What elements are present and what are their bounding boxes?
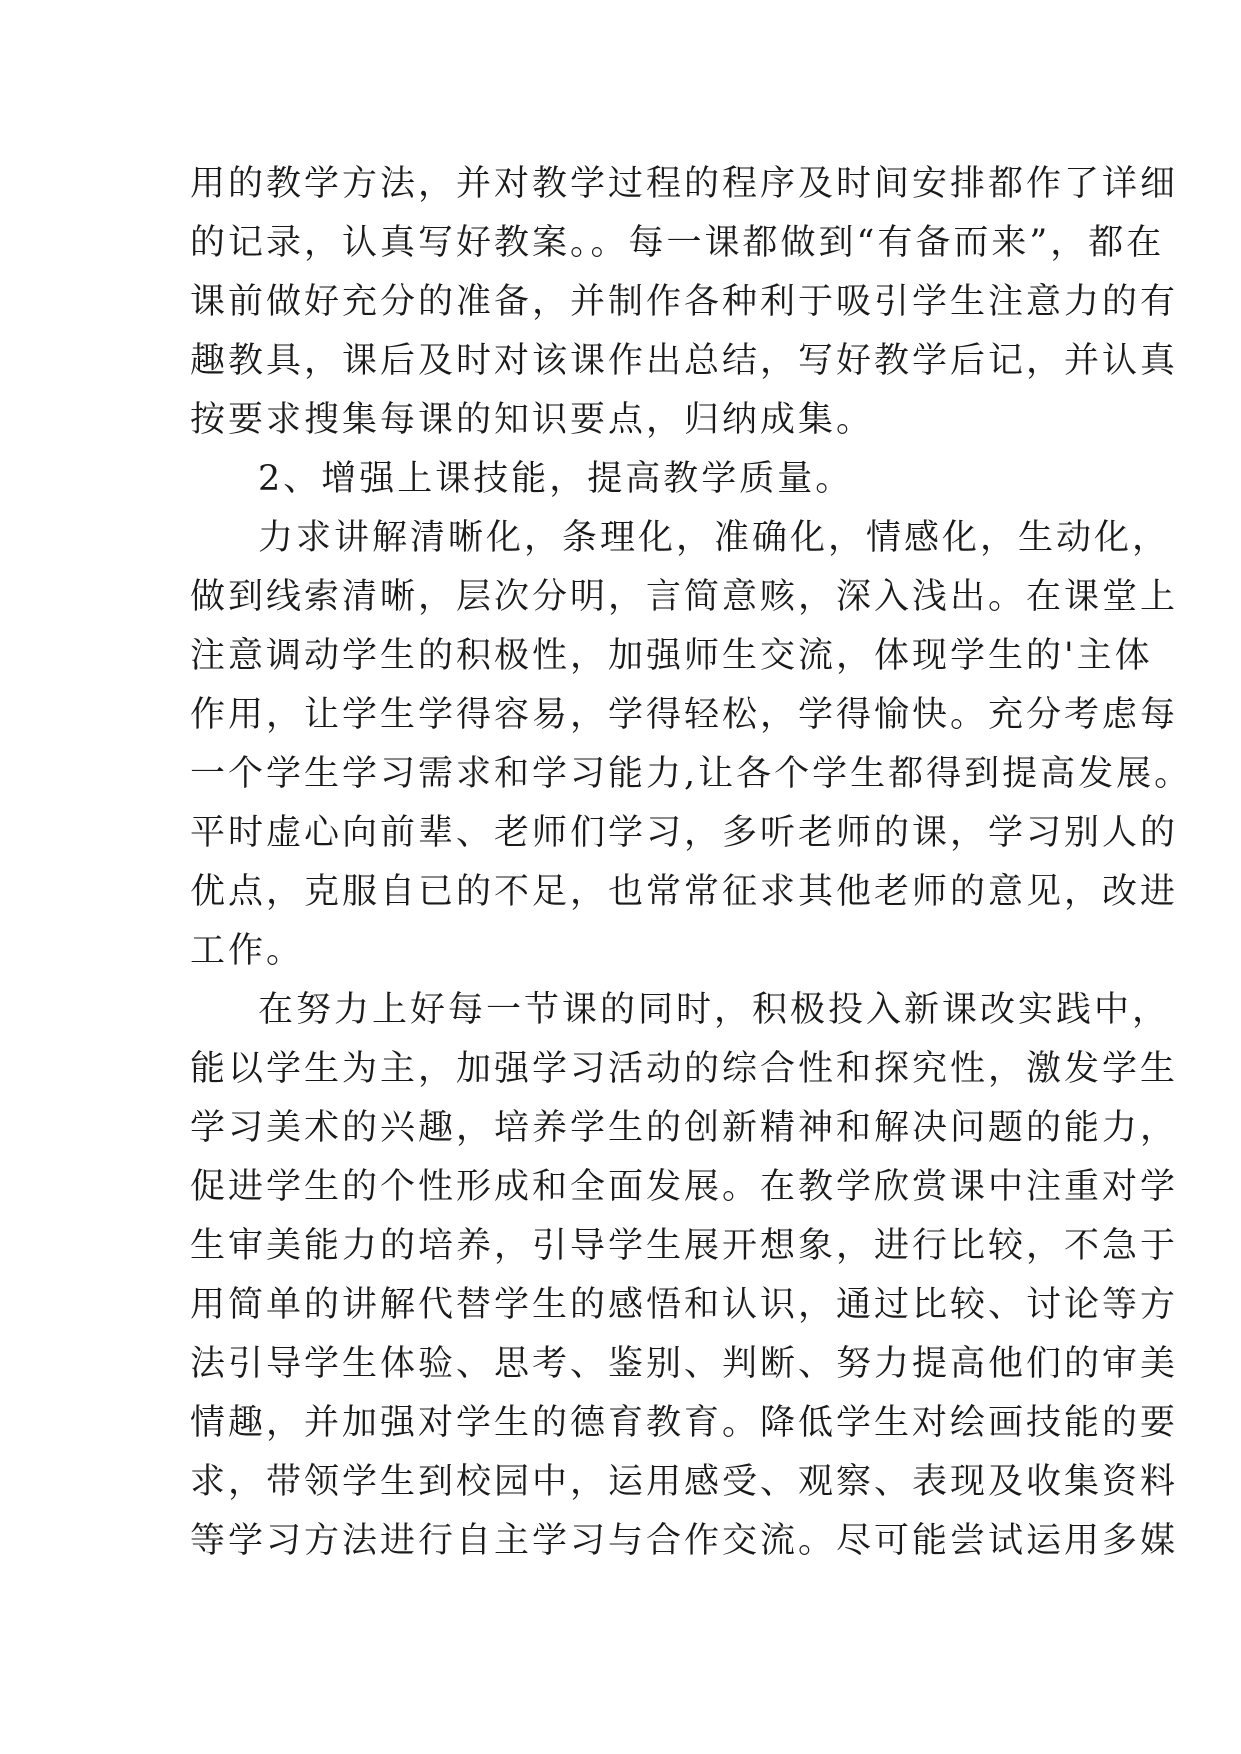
text-line: 能以学生为主，加强学习活动的综合性和探究性，激发学生 — [190, 1049, 1179, 1089]
text-line: 等学习方法进行自主学习与合作交流。尽可能尝试运用多媒 — [190, 1521, 1179, 1561]
text-line: 平时虚心向前辈、老师们学习，多听老师的课，学习别人的 — [190, 813, 1179, 853]
text-line: 趣教具，课后及时对该课作出总结，写好教学后记，并认真 — [190, 341, 1179, 381]
text-line: 力求讲解清晰化，条理化，准确化，情感化，生动化， — [258, 518, 1171, 558]
text-line: 工作。 — [190, 931, 305, 971]
text-line: 学习美术的兴趣，培养学生的创新精神和解决问题的能力， — [190, 1108, 1179, 1148]
text-line: 一个学生学习需求和学习能力,让各个学生都得到提高发展。 — [190, 754, 1193, 794]
text-line: 用简单的讲解代替学生的感悟和认识，通过比较、讨论等方 — [190, 1285, 1179, 1325]
text-line: 做到线索清晰，层次分明，言简意赅，深入浅出。在课堂上 — [190, 577, 1179, 617]
text-line: 生审美能力的培养，引导学生展开想象，进行比较，不急于 — [190, 1226, 1179, 1266]
text-line: 按要求搜集每课的知识要点，归纳成集。 — [190, 400, 875, 440]
text-line: 在努力上好每一节课的同时，积极投入新课改实践中， — [258, 990, 1171, 1030]
text-line: 优点，克服自已的不足，也常常征求其他老师的意见，改进 — [190, 872, 1179, 912]
text-line: 促进学生的个性形成和全面发展。在教学欣赏课中注重对学 — [190, 1167, 1179, 1207]
text-line: 注意调动学生的积极性，加强师生交流，体现学生的'主体 — [190, 636, 1153, 676]
text-line: 法引导学生体验、思考、鉴别、判断、努力提高他们的审美 — [190, 1344, 1179, 1384]
text-line: 作用，让学生学得容易，学得轻松，学得愉快。充分考虑每 — [190, 695, 1179, 735]
text-line: 的记录，认真写好教案。。每一课都做到“有备而来”，都在 — [190, 223, 1165, 263]
text-line: 课前做好充分的准备，并制作各种利于吸引学生注意力的有 — [190, 282, 1179, 322]
text-line: 情趣，并加强对学生的德育教育。降低学生对绘画技能的要 — [190, 1403, 1179, 1443]
section-heading: 2、增强上课技能，提高教学质量。 — [258, 459, 854, 499]
text-line: 求，带领学生到校园中，运用感受、观察、表现及收集资料 — [190, 1462, 1179, 1502]
text-line: 用的教学方法，并对教学过程的程序及时间安排都作了详细 — [190, 164, 1179, 204]
